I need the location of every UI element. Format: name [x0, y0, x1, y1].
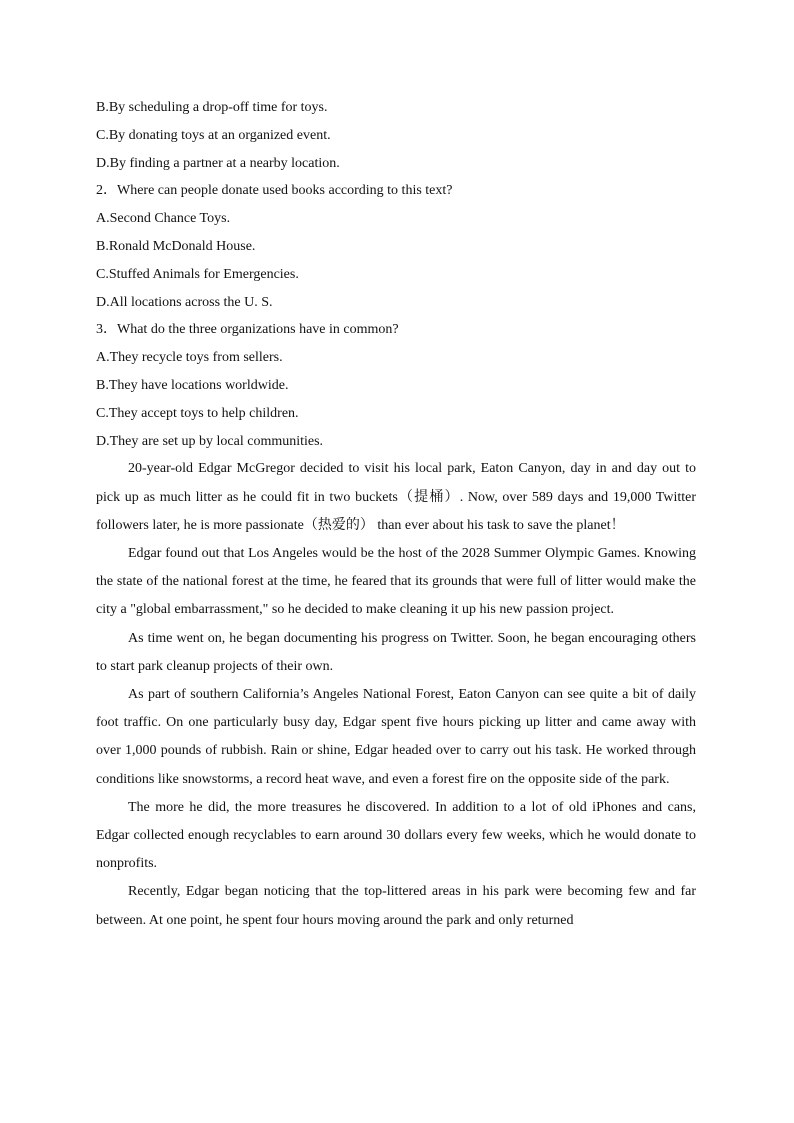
passage-paragraph-1: 20-year-old Edgar McGregor decided to visit his local park, Eaton Canyon, day in and day out to pick up as much litter as he could fit in two buckets（提桶）. Now, over 589 days and 19,000 Twitter followers later, he is more passionate（热爱的） than ever about his task to save the planet！: [96, 461, 696, 533]
q3-stem: 3．What do the three organizations have in common?: [96, 322, 399, 338]
q2-option-d: D.All locations across the U. S.: [96, 294, 273, 310]
q1-option-b: B.By scheduling a drop-off time for toys.: [96, 100, 328, 115]
passage-paragraph-4: As part of southern California’s Angeles National Forest, Eaton Canyon can see quite a bit of daily foot traffic. On one particularly busy day, Edgar spent five hours picking up litter and came away with over 1,000 pounds of rubbish. Rain or shine, Edgar headed over to carry out his task. He worked through conditions like snowstorms, a record heat wave, and even a forest fire on the opposite side of the park.: [96, 686, 696, 787]
document-page: [96, 94, 696, 935]
q3-option-a: A.They recycle toys from sellers.: [96, 350, 283, 366]
q2-option-b: B.Ronald McDonald House.: [96, 238, 256, 254]
q3-option-d: D.They are set up by local communities.: [96, 433, 324, 449]
q1-option-d: D.By finding a partner at a nearby location.: [96, 155, 340, 171]
passage-paragraph-2: Edgar found out that Los Angeles would be the host of the 2028 Summer Olympic Games. Knowing the state of the national forest at the time, he feared that its grounds that were full of litter would make the city a "global embarrassment," so he decided to make cleaning it up his new passion project.: [96, 545, 696, 618]
question-1-options: [96, 94, 696, 177]
q2-option-c: C.Stuffed Animals for Emergencies.: [96, 266, 299, 282]
passage-paragraph-3: As time went on, he began documenting his progress on Twitter. Soon, he began encouraging others to start park cleanup projects of their own.: [96, 630, 696, 674]
passage-paragraph-5: The more he did, the more treasures he discovered. In addition to a lot of old iPhones and cans, Edgar collected enough recyclables to earn around 30 dollars every few weeks, which he would donate to nonprofits.: [96, 799, 696, 872]
passage-paragraph-6: Recently, Edgar began noticing that the top-littered areas in his park were becoming few and far between. At one point, he spent four hours moving around the park and only returned: [96, 884, 696, 928]
q1-option-c: C.By donating toys at an organized event.: [96, 127, 331, 143]
reading-passage: [96, 455, 696, 934]
question-3: [96, 316, 696, 455]
q3-option-b: B.They have locations worldwide.: [96, 377, 289, 393]
q2-stem: 2．Where can people donate used books according to this text?: [96, 183, 453, 199]
question-2: [96, 177, 696, 316]
q3-option-c: C.They accept toys to help children.: [96, 405, 299, 421]
q2-option-a: A.Second Chance Toys.: [96, 211, 231, 227]
